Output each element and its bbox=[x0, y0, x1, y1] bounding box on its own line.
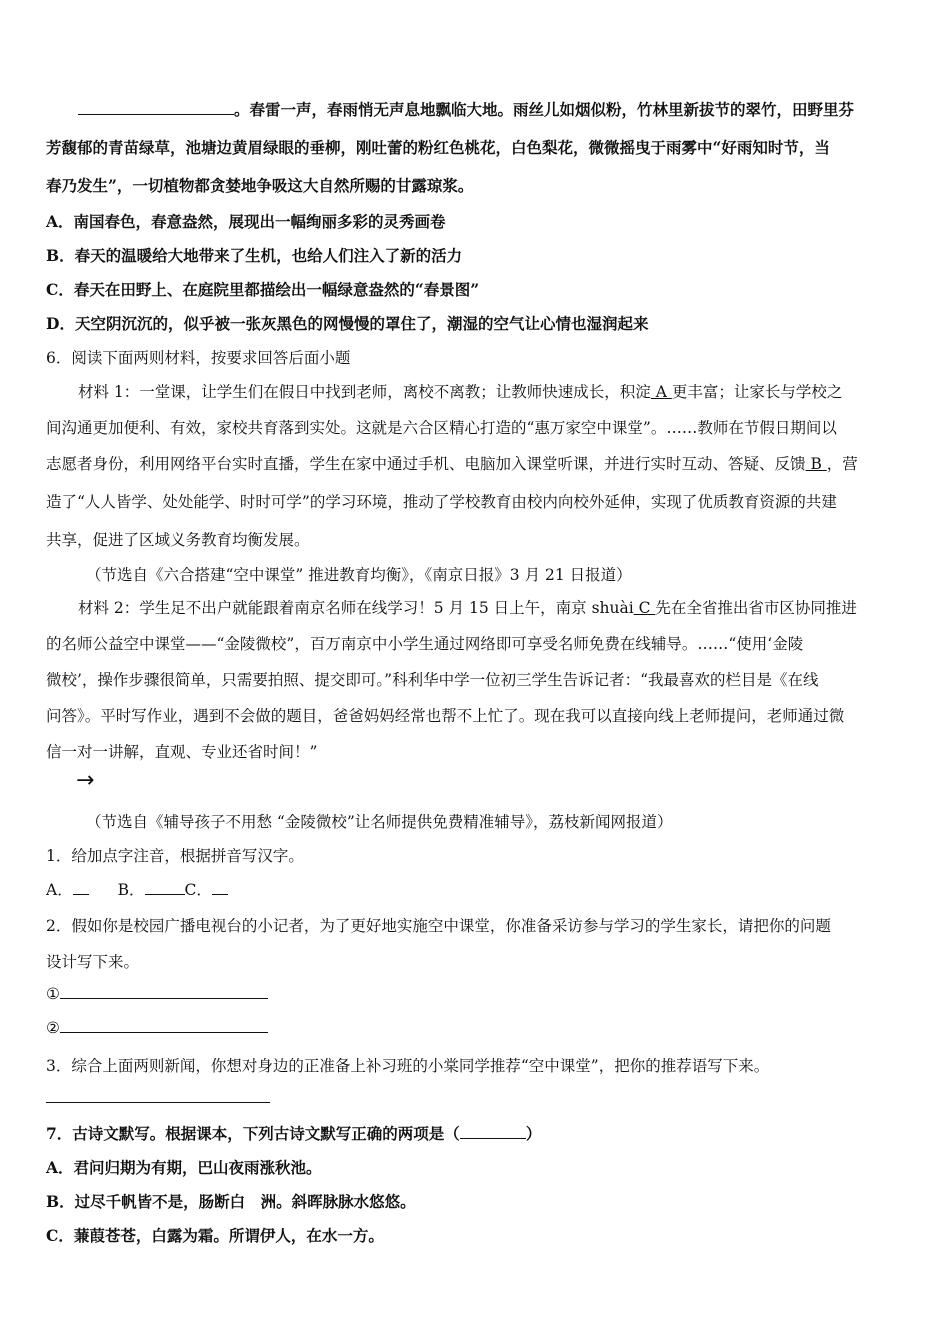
q7-title: 7．古诗文默写。根据课本，下列古诗文默写正确的两项是（ ） bbox=[46, 1124, 542, 1143]
q6-sub2-question-1: ① bbox=[46, 984, 268, 1003]
q5-option-b[interactable]: B．春天的温暖给大地带来了生机，也给人们注入了新的活力 bbox=[46, 246, 463, 265]
q7-option-c[interactable]: C．蒹葭苍苍，白露为霜。所谓伊人，在水一方。 bbox=[46, 1226, 384, 1245]
q6-material1-line-3: 志愿者身份，利用网络平台实时直播，学生在家中通过手机、电脑加入课堂听课，并进行实时互动、答疑、反馈 B ，营 bbox=[46, 455, 858, 473]
q6-sub3: 3．综合上面两则新闻，你想对身边的正准备上补习班的小棠同学推荐“空中课堂”，把你的推荐语写下来。 bbox=[46, 1057, 770, 1075]
question-1-blank[interactable] bbox=[60, 984, 268, 999]
q5-answer-blank[interactable] bbox=[78, 100, 234, 115]
q6-material2-line-2: 的名师公益空中课堂——“金陵微校”，百万南京中小学生通过网络即可享受名师免费在线辅导。……“使用‘金陵 bbox=[46, 635, 804, 653]
q6-material1-line-4: 造了“人人皆学、处处能学、时时可学”的学习环境，推动了学校教育由校内向校外延伸，实现了优质教育资源的共建 bbox=[46, 493, 837, 511]
q7-answer-blank[interactable] bbox=[460, 1124, 526, 1139]
q7-option-a[interactable]: A．君问归期为有期，巴山夜雨涨秋池。 bbox=[46, 1158, 322, 1177]
q5-option-c[interactable]: C．春天在田野上、在庭院里都描绘出一幅绿意盎然的“春景图” bbox=[46, 280, 480, 299]
q6-material1-line-2: 间沟通更加便利、有效，家校共育落到实处。这就是六合区精心打造的“惠万家空中课堂”。……教师在节假日期间以 bbox=[46, 419, 837, 437]
q5-option-a[interactable]: A．南国春色，春意盎然，展现出一幅绚丽多彩的灵秀画卷 bbox=[46, 212, 446, 231]
q5-passage-line-1: 。春雷一声，春雨悄无声息地飘临大地。雨丝儿如烟似粉，竹林里新拔节的翠竹，田野里芬 bbox=[78, 98, 854, 120]
q6-material2-line-5: 信一对一讲解，直观、专业还省时间！” bbox=[46, 743, 318, 761]
q6-sub2-question-2: ② bbox=[46, 1018, 268, 1037]
q5-passage-line-2: 芳馥郁的青苗绿草，池塘边黄眉绿眼的垂柳，刚吐蕾的粉红色桃花，白色梨花，微微摇曳于雨雾中“好雨知时节，当 bbox=[46, 138, 830, 157]
q6-material1-line-1: 材料 1：一堂课，让学生们在假日中找到老师，离校不离教；让教师快速成长，积淀 A 更丰富；让家长与学校之 bbox=[78, 383, 843, 401]
blank-c[interactable]: C bbox=[633, 599, 656, 617]
answer-blank-b[interactable] bbox=[145, 880, 185, 895]
blank-b[interactable]: B bbox=[805, 455, 827, 473]
question-2-blank[interactable] bbox=[60, 1018, 268, 1033]
answer-blank-a[interactable] bbox=[73, 880, 89, 895]
q6-sub2-line-2: 设计写下来。 bbox=[46, 953, 140, 971]
q6-sub1-answers: A． B． C． bbox=[46, 878, 228, 900]
q6-material2-line-3: 微校’，操作步骤很简单，只需要拍照、提交即可。”科利华中学一位初三学生告诉记者：“我最喜欢的栏目是《在线 bbox=[46, 671, 819, 689]
q7-option-b[interactable]: B．过尽千帆皆不是，肠断白 洲。斜晖脉脉水悠悠。 bbox=[46, 1192, 416, 1211]
q5-passage-line-3: 春乃发生”，一切植物都贪婪地争吸这大自然所赐的甘露琼浆。 bbox=[46, 176, 474, 195]
q6-material2-line-1: 材料 2：学生足不出户就能跟着南京名师在线学习！5 月 15 日上午，南京 shuài C 先在全省推出省市区协同推进 bbox=[78, 599, 857, 617]
q6-material2-source: （节选自《辅导孩子不用愁 “金陵微校”让名师提供免费精准辅导》，荔枝新闻网报道） bbox=[86, 813, 673, 831]
recommendation-blank[interactable] bbox=[46, 1088, 270, 1103]
q6-material1-source: （节选自《六合搭建“空中课堂” 推进教育均衡》，《南京日报》3 月 21 日报道） bbox=[86, 566, 632, 584]
q6-sub1: 1．给加点字注音，根据拼音写汉字。 bbox=[46, 847, 304, 865]
q5-option-d[interactable]: D．天空阴沉沉的，似乎被一张灰黑色的网慢慢的罩住了，潮湿的空气让心情也湿润起来 bbox=[46, 314, 649, 333]
blank-a[interactable]: A bbox=[650, 383, 672, 401]
q6-sub2-line-1: 2．假如你是校园广播电视台的小记者，为了更好地实施空中课堂，你准备采访参与学习的学生家长，请把你的问题 bbox=[46, 917, 831, 935]
arrow-right-icon: → bbox=[76, 768, 95, 793]
q6-material1-line-5: 共享，促进了区域义务教育均衡发展。 bbox=[46, 531, 310, 549]
q6-sub3-answer bbox=[46, 1088, 270, 1107]
q6-material2-line-4: 问答》。平时写作业，遇到不会做的题目，爸爸妈妈经常也帮不上忙了。现在我可以直接向线上老师提问，老师通过微 bbox=[46, 707, 845, 725]
q6-title: 6．阅读下面两则材料，按要求回答后面小题 bbox=[46, 349, 351, 367]
answer-blank-c[interactable] bbox=[212, 880, 228, 895]
